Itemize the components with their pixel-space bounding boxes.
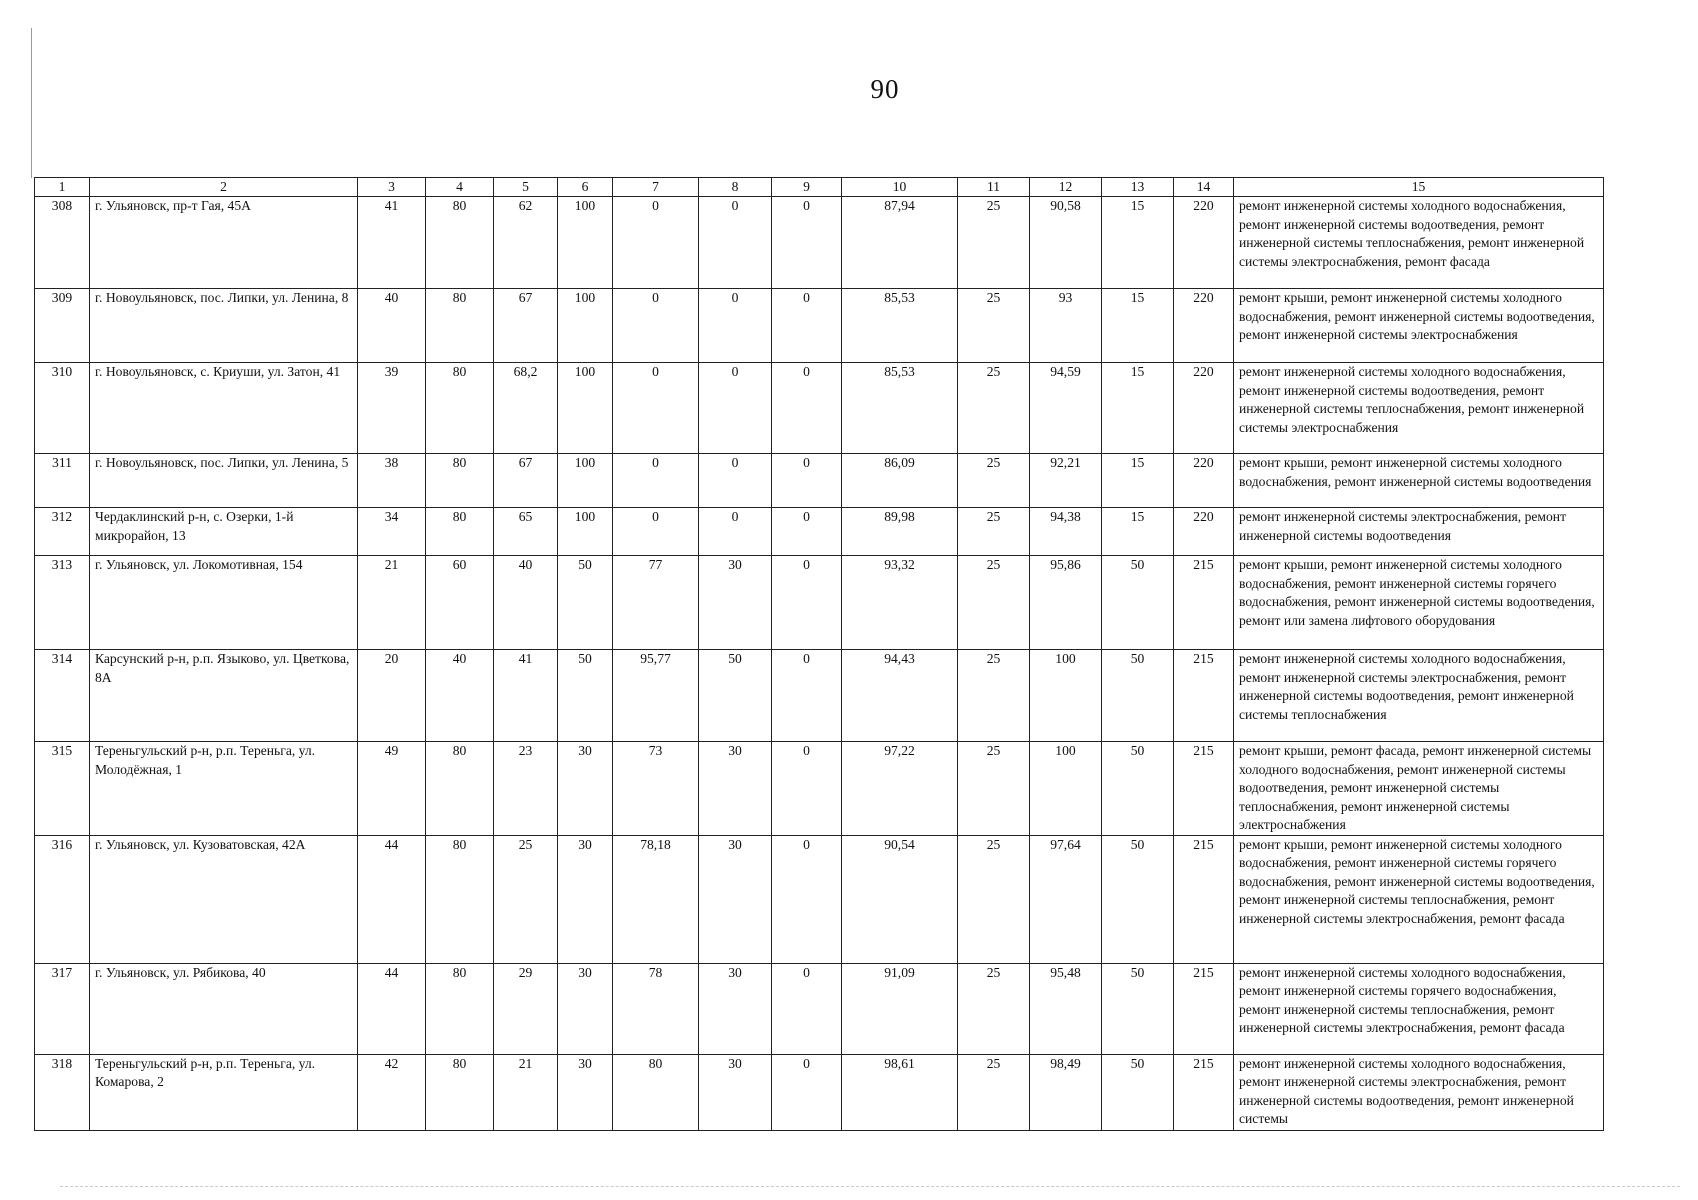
value-cell-col-3: 40 [358,289,426,363]
value-cell-col-14: 220 [1174,508,1234,556]
value-cell-col-12: 94,38 [1030,508,1102,556]
row-number-cell: 311 [35,454,90,508]
table-row [35,556,1604,650]
value-cell-col-10: 94,43 [842,650,958,742]
value-cell-col-6: 100 [558,454,613,508]
work-description-cell: ремонт крыши, ремонт инженерной системы холодного водоснабжения, ремонт инженерной системы водоотведения [1234,454,1604,508]
value-cell-col-9: 0 [772,835,842,963]
value-cell-col-12: 100 [1030,650,1102,742]
value-cell-col-8: 0 [699,289,772,363]
value-cell-col-3: 21 [358,556,426,650]
value-cell-col-10: 85,53 [842,363,958,454]
value-cell-col-14: 215 [1174,1054,1234,1130]
value-cell-col-11: 25 [958,197,1030,289]
value-cell-col-7: 73 [613,742,699,836]
value-cell-col-5: 25 [494,835,558,963]
work-description-cell: ремонт крыши, ремонт инженерной системы холодного водоснабжения, ремонт инженерной системы водоотведения, ремонт инженерной системы электроснабжения [1234,289,1604,363]
value-cell-col-3: 44 [358,963,426,1054]
row-number-cell: 312 [35,508,90,556]
value-cell-col-8: 30 [699,963,772,1054]
value-cell-col-4: 80 [426,1054,494,1130]
work-description-cell: ремонт инженерной системы холодного водоснабжения, ремонт инженерной системы водоотведения, ремонт инженерной системы теплоснабжения, ремонт инженерной системы электроснабжения, ремонт фасада [1234,197,1604,289]
value-cell-col-10: 86,09 [842,454,958,508]
value-cell-col-10: 87,94 [842,197,958,289]
value-cell-col-4: 80 [426,963,494,1054]
column-header-1: 1 [35,178,90,197]
column-header-3: 3 [358,178,426,197]
value-cell-col-12: 95,86 [1030,556,1102,650]
value-cell-col-4: 80 [426,454,494,508]
value-cell-col-13: 50 [1102,963,1174,1054]
value-cell-col-12: 92,21 [1030,454,1102,508]
value-cell-col-10: 85,53 [842,289,958,363]
address-cell: Тереньгульский р-н, р.п. Тереньга, ул. Молодёжная, 1 [90,742,358,836]
row-number-cell: 308 [35,197,90,289]
value-cell-col-14: 215 [1174,742,1234,836]
value-cell-col-11: 25 [958,454,1030,508]
address-cell: г. Новоульяновск, с. Криуши, ул. Затон, 41 [90,363,358,454]
value-cell-col-5: 67 [494,454,558,508]
value-cell-col-5: 67 [494,289,558,363]
address-cell: г. Новоульяновск, пос. Липки, ул. Ленина, 8 [90,289,358,363]
value-cell-col-4: 80 [426,289,494,363]
value-cell-col-7: 0 [613,289,699,363]
value-cell-col-12: 97,64 [1030,835,1102,963]
value-cell-col-13: 50 [1102,1054,1174,1130]
value-cell-col-13: 15 [1102,454,1174,508]
column-header-5: 5 [494,178,558,197]
value-cell-col-3: 42 [358,1054,426,1130]
value-cell-col-3: 44 [358,835,426,963]
value-cell-col-6: 100 [558,508,613,556]
column-header-11: 11 [958,178,1030,197]
table-row [35,508,1604,556]
value-cell-col-6: 100 [558,363,613,454]
scan-noise-line [60,1186,1680,1188]
value-cell-col-3: 20 [358,650,426,742]
table-row [35,650,1604,742]
row-number-cell: 315 [35,742,90,836]
table-row [35,454,1604,508]
address-cell: г. Ульяновск, ул. Рябикова, 40 [90,963,358,1054]
value-cell-col-8: 50 [699,650,772,742]
value-cell-col-14: 215 [1174,963,1234,1054]
address-cell: г. Ульяновск, ул. Локомотивная, 154 [90,556,358,650]
value-cell-col-7: 95,77 [613,650,699,742]
value-cell-col-8: 30 [699,835,772,963]
value-cell-col-9: 0 [772,963,842,1054]
row-number-cell: 309 [35,289,90,363]
work-description-cell: ремонт крыши, ремонт фасада, ремонт инженерной системы холодного водоснабжения, ремонт инженерной системы водоотведения, ремонт инженерной системы теплоснабжения, ремонт инженерной системы электроснабжения [1234,742,1604,836]
value-cell-col-10: 93,32 [842,556,958,650]
column-header-9: 9 [772,178,842,197]
value-cell-col-5: 65 [494,508,558,556]
value-cell-col-5: 62 [494,197,558,289]
table-row [35,1054,1604,1130]
value-cell-col-10: 98,61 [842,1054,958,1130]
value-cell-col-4: 80 [426,197,494,289]
value-cell-col-4: 80 [426,363,494,454]
value-cell-col-4: 80 [426,835,494,963]
value-cell-col-10: 91,09 [842,963,958,1054]
table-row [35,963,1604,1054]
value-cell-col-13: 15 [1102,363,1174,454]
value-cell-col-9: 0 [772,363,842,454]
value-cell-col-7: 0 [613,363,699,454]
value-cell-col-11: 25 [958,963,1030,1054]
value-cell-col-8: 0 [699,454,772,508]
value-cell-col-11: 25 [958,508,1030,556]
value-cell-col-11: 25 [958,835,1030,963]
value-cell-col-9: 0 [772,650,842,742]
work-description-cell: ремонт инженерной системы холодного водоснабжения, ремонт инженерной системы электроснабжения, ремонт инженерной системы водоотведения, ремонт инженерной системы теплоснабжения [1234,650,1604,742]
address-cell: г. Ульяновск, ул. Кузоватовская, 42А [90,835,358,963]
value-cell-col-9: 0 [772,289,842,363]
value-cell-col-7: 78 [613,963,699,1054]
value-cell-col-12: 93 [1030,289,1102,363]
table-body [35,197,1604,1131]
table-row [35,363,1604,454]
value-cell-col-13: 15 [1102,508,1174,556]
page-number: 90 [870,74,900,104]
table-row [35,835,1604,963]
value-cell-col-4: 40 [426,650,494,742]
value-cell-col-5: 29 [494,963,558,1054]
value-cell-col-7: 0 [613,197,699,289]
value-cell-col-6: 50 [558,556,613,650]
table-row [35,197,1604,289]
value-cell-col-5: 41 [494,650,558,742]
value-cell-col-13: 50 [1102,650,1174,742]
address-cell: Тереньгульский р-н, р.п. Тереньга, ул. Комарова, 2 [90,1054,358,1130]
value-cell-col-6: 50 [558,650,613,742]
column-header-2: 2 [90,178,358,197]
value-cell-col-4: 80 [426,508,494,556]
row-number-cell: 316 [35,835,90,963]
value-cell-col-6: 100 [558,197,613,289]
value-cell-col-6: 30 [558,835,613,963]
work-description-cell: ремонт инженерной системы электроснабжения, ремонт инженерной системы водоотведения [1234,508,1604,556]
value-cell-col-6: 100 [558,289,613,363]
value-cell-col-13: 15 [1102,197,1174,289]
value-cell-col-10: 97,22 [842,742,958,836]
work-description-cell: ремонт инженерной системы холодного водоснабжения, ремонт инженерной системы водоотведения, ремонт инженерной системы теплоснабжения, ремонт инженерной системы электроснабжения [1234,363,1604,454]
table-row [35,742,1604,836]
value-cell-col-5: 23 [494,742,558,836]
value-cell-col-6: 30 [558,963,613,1054]
row-number-cell: 314 [35,650,90,742]
work-description-cell: ремонт инженерной системы холодного водоснабжения, ремонт инженерной системы электроснабжения, ремонт инженерной системы водоотведения, ремонт инженерной системы [1234,1054,1604,1130]
header-row [35,178,1604,197]
value-cell-col-7: 77 [613,556,699,650]
value-cell-col-4: 60 [426,556,494,650]
table-row [35,289,1604,363]
value-cell-col-7: 80 [613,1054,699,1130]
value-cell-col-9: 0 [772,1054,842,1130]
column-header-6: 6 [558,178,613,197]
value-cell-col-13: 15 [1102,289,1174,363]
value-cell-col-10: 89,98 [842,508,958,556]
column-header-7: 7 [613,178,699,197]
value-cell-col-12: 100 [1030,742,1102,836]
work-description-cell: ремонт крыши, ремонт инженерной системы холодного водоснабжения, ремонт инженерной системы горячего водоснабжения, ремонт инженерной системы водоотведения, ремонт инженерной системы теплоснабжения, ремонт инженерной системы электроснабжения, ремонт фасада [1234,835,1604,963]
column-header-15: 15 [1234,178,1604,197]
value-cell-col-3: 49 [358,742,426,836]
column-header-13: 13 [1102,178,1174,197]
value-cell-col-9: 0 [772,454,842,508]
work-description-cell: ремонт инженерной системы холодного водоснабжения, ремонт инженерной системы горячего водоснабжения, ремонт инженерной системы теплоснабжения, ремонт инженерной системы электроснабжения, ремонт фасада [1234,963,1604,1054]
row-number-cell: 317 [35,963,90,1054]
address-cell: Карсунский р-н, р.п. Языково, ул. Цветкова, 8А [90,650,358,742]
value-cell-col-14: 215 [1174,835,1234,963]
value-cell-col-9: 0 [772,197,842,289]
value-cell-col-8: 0 [699,197,772,289]
column-header-10: 10 [842,178,958,197]
work-description-cell: ремонт крыши, ремонт инженерной системы холодного водоснабжения, ремонт инженерной системы горячего водоснабжения, ремонт инженерной системы водоотведения, ремонт или замена лифтового оборудования [1234,556,1604,650]
value-cell-col-11: 25 [958,556,1030,650]
value-cell-col-11: 25 [958,363,1030,454]
address-cell: Чердаклинский р-н, с. Озерки, 1-й микрорайон, 13 [90,508,358,556]
value-cell-col-13: 50 [1102,835,1174,963]
row-number-cell: 313 [35,556,90,650]
value-cell-col-14: 220 [1174,454,1234,508]
column-header-4: 4 [426,178,494,197]
value-cell-col-3: 38 [358,454,426,508]
value-cell-col-5: 68,2 [494,363,558,454]
value-cell-col-14: 215 [1174,650,1234,742]
value-cell-col-14: 220 [1174,197,1234,289]
address-cell: г. Новоульяновск, пос. Липки, ул. Ленина, 5 [90,454,358,508]
value-cell-col-14: 215 [1174,556,1234,650]
value-cell-col-13: 50 [1102,742,1174,836]
value-cell-col-6: 30 [558,742,613,836]
value-cell-col-3: 34 [358,508,426,556]
column-header-12: 12 [1030,178,1102,197]
value-cell-col-12: 94,59 [1030,363,1102,454]
value-cell-col-10: 90,54 [842,835,958,963]
value-cell-col-9: 0 [772,742,842,836]
value-cell-col-12: 95,48 [1030,963,1102,1054]
value-cell-col-5: 40 [494,556,558,650]
column-header-14: 14 [1174,178,1234,197]
row-number-cell: 310 [35,363,90,454]
value-cell-col-7: 0 [613,508,699,556]
value-cell-col-9: 0 [772,508,842,556]
value-cell-col-8: 30 [699,556,772,650]
repair-program-table [34,177,1604,1131]
value-cell-col-12: 90,58 [1030,197,1102,289]
address-cell: г. Ульяновск, пр-т Гая, 45А [90,197,358,289]
value-cell-col-11: 25 [958,289,1030,363]
value-cell-col-8: 30 [699,742,772,836]
value-cell-col-13: 50 [1102,556,1174,650]
value-cell-col-14: 220 [1174,363,1234,454]
value-cell-col-3: 41 [358,197,426,289]
value-cell-col-3: 39 [358,363,426,454]
value-cell-col-7: 0 [613,454,699,508]
value-cell-col-6: 30 [558,1054,613,1130]
value-cell-col-11: 25 [958,742,1030,836]
value-cell-col-14: 220 [1174,289,1234,363]
value-cell-col-11: 25 [958,650,1030,742]
value-cell-col-8: 0 [699,363,772,454]
value-cell-col-5: 21 [494,1054,558,1130]
value-cell-col-9: 0 [772,556,842,650]
value-cell-col-8: 30 [699,1054,772,1130]
value-cell-col-4: 80 [426,742,494,836]
row-number-cell: 318 [35,1054,90,1130]
column-header-8: 8 [699,178,772,197]
value-cell-col-11: 25 [958,1054,1030,1130]
value-cell-col-12: 98,49 [1030,1054,1102,1130]
value-cell-col-7: 78,18 [613,835,699,963]
value-cell-col-8: 0 [699,508,772,556]
